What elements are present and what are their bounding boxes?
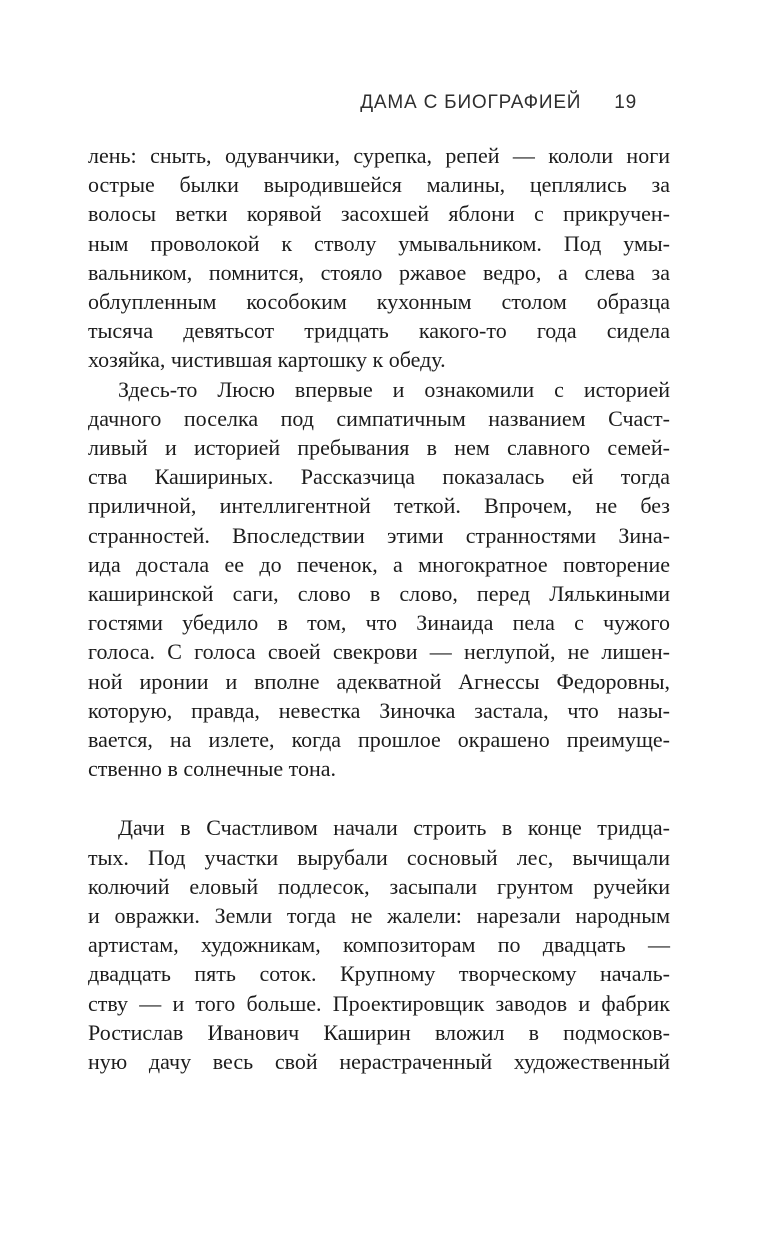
text-line: ственно в солнечные тона.: [88, 756, 337, 782]
text-line: острые былки выродившейся малины, цеплялись за: [88, 172, 670, 198]
text-line: голоса. С голоса своей свекрови — неглупой, не лишен-: [88, 639, 670, 665]
text-line: хозяйка, чистившая картошку к обеду.: [88, 347, 446, 373]
text-line: каширинской саги, слово в слово, перед Лялькиными: [88, 581, 670, 607]
text-line: ства Кашириных. Рассказчица показалась ей тогда: [88, 464, 670, 490]
text-line: артистам, художникам, композиторам по двадцать —: [88, 932, 670, 958]
text-line: волосы ветки корявой засохшей яблони с прикручен-: [88, 201, 670, 227]
text-line: ным проволокой к стволу умывальником. Под умы-: [88, 230, 670, 256]
text-line: двадцать пять соток. Крупному творческому началь-: [88, 961, 670, 987]
text-line: вальником, помнится, стояло ржавое ведро, а слева за: [88, 259, 670, 285]
text-line: тых. Под участки вырубали сосновый лес, вычищали: [88, 844, 670, 870]
text-line: Дачи в Счастливом начали строить в конце тридца-: [118, 815, 670, 841]
text-line: тысяча девятьсот тридцать какого-то года сидела: [88, 318, 670, 344]
text-line: и овражки. Земли тогда не жалели: нарезали народным: [88, 903, 670, 929]
text-line: ной иронии и вполне адекватной Агнессы Федоровны,: [88, 668, 670, 694]
paragraph: [88, 375, 670, 784]
text-line: лень: сныть, одуванчики, сурепка, репей — кололи ноги: [88, 143, 670, 168]
text-block: [88, 141, 670, 1076]
header-title: ДАМА С БИОГРАФИЕЙ: [360, 92, 582, 113]
running-header: [88, 92, 637, 114]
paragraph: [88, 813, 670, 1076]
text-line: ида достала ее до печенок, а многократное повторение: [88, 551, 670, 577]
text-line: ливый и историей пребывания в нем славного семей-: [88, 435, 670, 461]
paragraph: [88, 141, 670, 375]
page-number: 19: [614, 92, 637, 113]
text-line: колючий еловый подлесок, засыпали грунтом ручейки: [88, 873, 670, 899]
text-line: которую, правда, невестка Зиночка застала, что назы-: [88, 697, 670, 723]
text-line: ную дачу весь свой нерастраченный художественный: [88, 1049, 670, 1075]
text-line: ству — и того больше. Проектировщик заводов и фабрик: [88, 990, 670, 1016]
text-line: странностей. Впоследствии этими странностями Зина-: [88, 522, 670, 548]
text-line: облупленным кособоким кухонным столом образца: [88, 289, 670, 315]
text-line: гостями убедило в том, что Зинаида пела с чужого: [88, 610, 670, 636]
text-line: вается, на излете, когда прошлое окрашено преимуще-: [88, 727, 670, 753]
text-line: Здесь-то Люсю впервые и ознакомили с историей: [118, 376, 670, 402]
text-line: приличной, интеллигентной теткой. Впрочем, не без: [88, 493, 670, 519]
text-line: Ростислав Иванович Каширин вложил в подмосков-: [88, 1019, 670, 1045]
text-line: дачного поселка под симпатичным названием Счаст-: [88, 405, 670, 431]
